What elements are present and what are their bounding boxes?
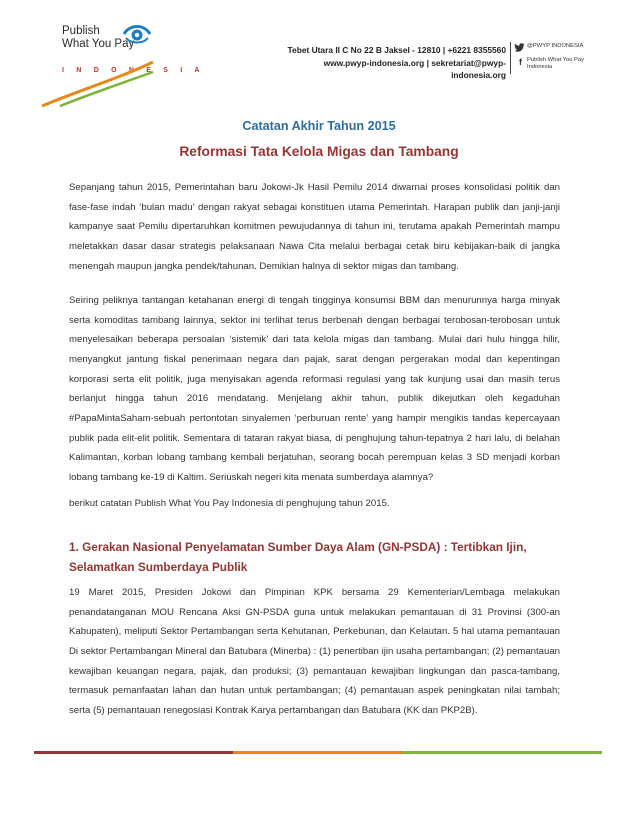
paragraph-2: Seiring peliknya tantangan ketahanan energi di tengah tingginya konsumsi BBM dan menurunnya harga minyak serta komoditas tambang lainnya, sektor ini terlihat terus berbenah dengan berbagai terobosan-terobosan untuk menyelesaikan beberapa persoalan ‘sistemik’ dari tata kelola migas dan tambang. Mulai dari hulu hingga hilir, menyangkut jantung fiskal penerimaan negara dan pajak, sarat dengan pergerakan modal dan kepentingan korporasi serta elit politik, juga menyisakan agenda reformasi regulasi yang tak kunjung usai dan masih terus berlanjut hingga tahun 2016 mendatang. Menjelang akhir tahun, publik dikejutkan oleh kegaduhan #PapaMintaSaham-sebuah pertontotan sinyalemen ‘perburuan rente’ yang hampir mengikis tandas kepercayaan publik pada elit-elit politik. Sementara di tataran rakyat biasa, di penghujung tahun-tepatnya 2 hari lalu, di belahan Kalimantan, korban lobang tambang kembali berjatuhan, seorang bocah perempuan kelas 3 SD menjadi korban lobang tambang ke-19 di Kaltim. Seriuskah negeri kita menata sumberdaya alamnya? — [69, 295, 560, 483]
header-divider — [510, 42, 511, 74]
facebook-icon: f — [519, 57, 522, 67]
lead-in-paragraph — [69, 494, 560, 514]
paragraph-3: berikut catatan Publish What You Pay Indonesia di penghujung tahun 2015. — [69, 498, 390, 509]
letterhead — [0, 0, 638, 110]
social-links — [514, 43, 624, 71]
section-1-body — [69, 583, 560, 721]
contact-address: Tebet Utara II C No 22 B Jaksel - 12810 | +6221 8355560 — [287, 45, 506, 55]
context-paragraph — [69, 291, 560, 488]
logo-swoosh-icon — [40, 60, 155, 108]
eye-mark-icon — [122, 22, 152, 46]
facebook-name: Publish What You Pay Indonesia — [527, 57, 585, 70]
twitter-handle: @PWYP INDONESIA — [527, 43, 584, 49]
footer-bar-red — [34, 751, 233, 754]
logo-text-what-you-pay: What You Pay — [62, 38, 135, 50]
twitter-row — [514, 43, 624, 57]
paragraph-1: Sepanjang tahun 2015, Pemerintahan baru Jokowi-Jk Hasil Pemilu 2014 diwarnai proses konsolidasi politik dan fase-fase indah ‘bulan madu’ dengan rakyat sebagai konstituen utama Pemerintah. Harapan publik dan janji-janji kampanye saat Pemilu dipertaruhkan komitmen pewujudannya di tahun ini, terutama apakah Pemerintah mampu meletakkan dasar dasar strategis pelaksanaan Nawa Cita melalui berbagai cetak biru kebijakan-baik di jangka menengah maupun jangka pendek/tahunan. Demikian halnya di sektor migas dan tambang. — [69, 182, 560, 272]
contact-info — [276, 44, 506, 82]
document-title: Catatan Akhir Tahun 2015 — [242, 119, 396, 133]
footer-color-bar — [34, 751, 602, 754]
section-1-heading: 1. Gerakan Nasional Penyelamatan Sumber Daya Alam (GN-PSDA) : Tertibkan Ijin, Selamatkan Sumberdaya Publik — [69, 540, 527, 574]
logo-text-publish: Publish — [62, 25, 100, 37]
paragraph-4: 19 Maret 2015, Presiden Jokowi dan Pimpinan KPK bersama 29 Kementerian/Lembaga melakukan penandatanganan MOU Rencana Aksi GN-PSDA guna untuk melakukan pemantauan di 31 Provinsi (300-an Kabupaten), meliputi Sektor Pertambangan serta Kehutanan, Perkebunan, dan Kelautan. 5 hal utama pemantauan Di sektor Pertambangan Mineral dan Batubara (Minerba) : (1) penertiban ijin usaha pertambangan; (2) pemantauan kewajiban keuangan negara, pajak, dan produksi; (3) pemantauan kewajiban lingkungan dan pasca-tambang, termasuk pemanfaatan lahan dan hutan untuk pertambangan; (4) pemantauan aspek peningkatan nilai tambah; serta (5) pemantauan renegosiasi Kontrak Karya pertambangan dan Batubara (KK dan PKP2B). — [69, 587, 560, 716]
logo-text-indonesia: I N D O N E S I A — [62, 67, 205, 74]
footer-bar-orange — [233, 751, 403, 754]
document-subtitle: Reformasi Tata Kelola Migas dan Tambang — [179, 144, 459, 159]
facebook-row — [514, 57, 624, 71]
contact-web-email: www.pwyp-indonesia.org | sekretariat@pwyp-indonesia.org — [323, 57, 506, 80]
twitter-icon — [514, 43, 525, 52]
intro-paragraph — [69, 178, 560, 276]
footer-bar-green — [403, 751, 602, 754]
